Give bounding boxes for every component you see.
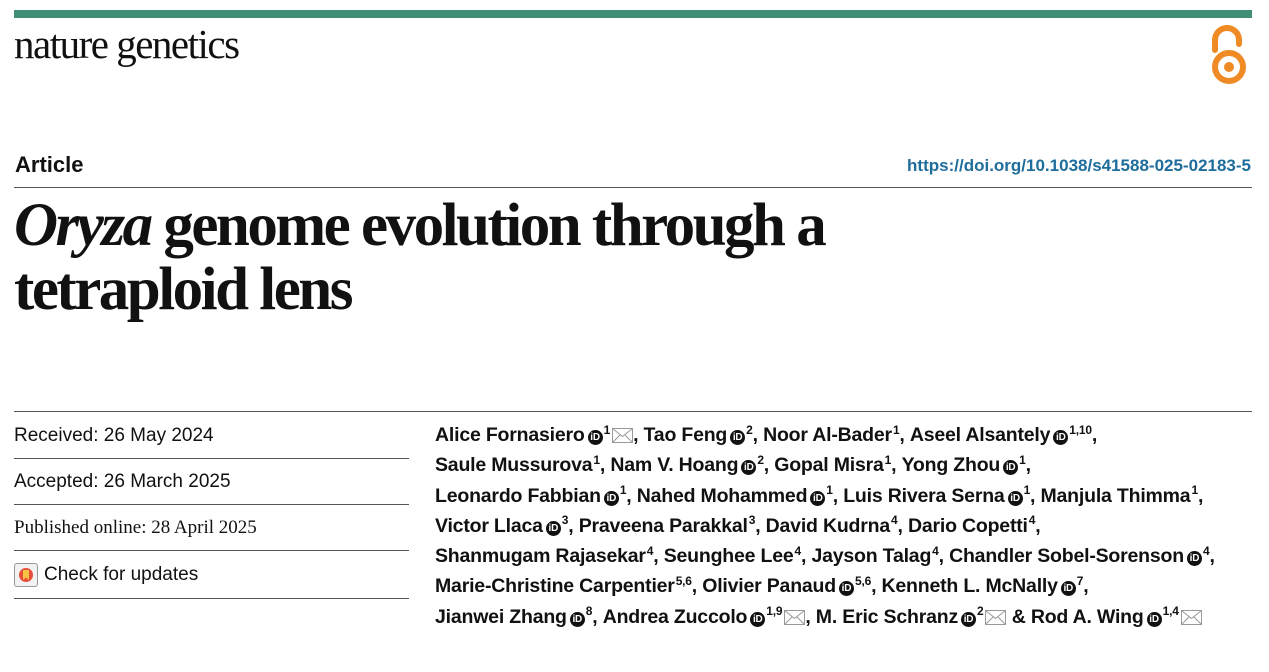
accepted-date: Accepted: 26 March 2025	[14, 459, 409, 505]
mail-icon[interactable]	[784, 610, 805, 625]
affiliation-number: 1	[1023, 483, 1031, 498]
check-for-updates-icon	[14, 563, 38, 587]
affiliation-number: 1	[826, 483, 833, 498]
affiliation-number: 4	[794, 543, 802, 558]
author-item	[774, 454, 901, 476]
orcid-icon[interactable]: iD	[1187, 551, 1202, 566]
author-name[interactable]: Dario Copetti	[907, 514, 1028, 537]
author-separator: ,	[763, 454, 775, 477]
author-name[interactable]: Saule Mussurova	[435, 454, 593, 477]
author-name[interactable]: Manjula Thimma	[1040, 484, 1191, 507]
author-separator: ,	[871, 575, 882, 598]
affiliation-number: 4	[891, 513, 898, 528]
author-name[interactable]: Nam V. Hoang	[610, 454, 739, 477]
orcid-icon[interactable]: iD	[1061, 581, 1076, 596]
affiliation-number: 4	[646, 543, 654, 558]
author-item	[843, 485, 1040, 507]
author-item	[702, 575, 881, 597]
author-name[interactable]: Shanmugam Rajasekar	[435, 545, 646, 568]
author-name[interactable]: David Kudrna	[765, 514, 891, 537]
author-separator: ,	[653, 545, 664, 568]
author-item	[435, 575, 702, 597]
author-item	[435, 545, 664, 567]
mail-icon[interactable]	[612, 428, 633, 443]
affiliation-number: 3	[748, 513, 756, 528]
author-separator: ,	[752, 424, 764, 446]
orcid-icon[interactable]: iD	[1147, 612, 1162, 627]
affiliation-number: 7	[1076, 573, 1084, 588]
check-for-updates-button[interactable]	[14, 551, 409, 599]
affiliation-number: 2	[977, 604, 984, 619]
title-line-2: tetraploid lens	[14, 256, 351, 323]
affiliation-number: 3	[561, 513, 569, 528]
author-item	[603, 606, 816, 628]
affiliation-number: 1	[884, 452, 892, 467]
author-item	[435, 424, 644, 446]
author-separator: ,	[626, 484, 637, 507]
orcid-icon[interactable]: iD	[588, 430, 603, 445]
mail-icon[interactable]	[985, 610, 1006, 625]
author-item	[637, 485, 843, 507]
author-name[interactable]: Chandler Sobel-Sorenson	[949, 545, 1184, 568]
orcid-icon[interactable]: iD	[1003, 460, 1018, 475]
affiliation-number: 1	[619, 483, 627, 498]
author-item	[882, 575, 1089, 597]
title-italic-genus: Oryza	[14, 192, 151, 259]
author-name[interactable]: Alice Fornasiero	[435, 424, 585, 446]
mail-icon[interactable]	[1181, 610, 1202, 625]
affiliation-number: 8	[585, 604, 593, 619]
author-item	[435, 515, 579, 537]
author-separator: ,	[938, 545, 950, 568]
author-name[interactable]: Marie-Christine Carpentier	[435, 575, 675, 598]
author-separator: ,	[801, 545, 812, 568]
doi-link[interactable]: https://doi.org/10.1038/s41588-025-02183-5	[907, 156, 1251, 175]
affiliation-number: 4	[1028, 513, 1036, 528]
author-name[interactable]: Yong Zhou	[901, 454, 1001, 477]
author-separator: ,	[691, 575, 703, 598]
author-name[interactable]: Luis Rivera Serna	[843, 484, 1005, 507]
author-name[interactable]: Aseel Alsantely	[909, 424, 1051, 446]
affiliation-number: 1,9	[766, 604, 783, 619]
affiliation-number: 1	[1019, 452, 1026, 467]
author-name[interactable]: Praveena Parakkal	[578, 514, 748, 537]
author-item	[910, 424, 1097, 446]
top-accent-bar	[14, 10, 1252, 18]
affiliation-number: 1	[1191, 483, 1198, 498]
author-separator: &	[1006, 605, 1031, 628]
author-name[interactable]: Nahed Mohammed	[636, 484, 808, 507]
affiliation-number: 5,6	[675, 573, 692, 588]
affiliation-number: 4	[1202, 543, 1210, 558]
author-name[interactable]: Kenneth L. McNally	[881, 575, 1058, 598]
author-separator: ,	[1091, 424, 1098, 446]
author-name[interactable]: Tao Feng	[643, 424, 728, 446]
orcid-icon[interactable]: iD	[810, 491, 825, 506]
published-date: Published online: 28 April 2025	[14, 505, 409, 551]
author-item	[811, 545, 949, 567]
author-separator: ,	[891, 454, 902, 477]
orcid-icon[interactable]: iD	[1008, 491, 1023, 506]
affiliation-number: 1	[593, 452, 600, 467]
check-for-updates-label: Check for updates	[44, 563, 199, 585]
orcid-icon[interactable]: iD	[604, 491, 619, 506]
meta-divider	[14, 411, 1252, 412]
header-divider	[14, 187, 1252, 188]
affiliation-number: 1,4	[1162, 604, 1179, 619]
orcid-icon[interactable]: iD	[839, 581, 854, 596]
author-name[interactable]: Seunghee Lee	[663, 545, 794, 568]
author-separator: ,	[568, 514, 579, 537]
author-separator: ,	[832, 484, 844, 507]
affiliation-number: 1	[892, 422, 900, 437]
author-item	[766, 515, 908, 537]
author-item	[435, 454, 610, 476]
author-item	[664, 545, 812, 567]
affiliation-number: 1	[603, 422, 611, 437]
author-name[interactable]: Victor Llaca	[435, 514, 543, 537]
affiliation-number: 4	[932, 543, 939, 558]
orcid-icon[interactable]: iD	[1053, 430, 1068, 445]
author-separator: ,	[1030, 484, 1041, 507]
author-separator: ,	[599, 454, 611, 477]
orcid-icon[interactable]: iD	[961, 612, 976, 627]
author-separator: ,	[897, 514, 908, 537]
author-item	[902, 454, 1031, 476]
author-separator: ,	[1083, 575, 1089, 598]
author-item	[908, 515, 1041, 537]
author-name[interactable]: Olivier Panaud	[702, 575, 836, 598]
author-name[interactable]: Leonardo Fabbian	[435, 484, 601, 507]
author-separator: ,	[1025, 454, 1031, 477]
author-separator: ,	[805, 605, 816, 628]
author-name[interactable]: Andrea Zuccolo	[602, 605, 748, 628]
author-separator: ,	[1197, 484, 1204, 507]
received-date: Received: 26 May 2024	[14, 413, 409, 459]
author-separator: ,	[1209, 545, 1215, 568]
author-separator: ,	[633, 424, 644, 446]
author-list	[435, 420, 1225, 632]
affiliation-number: 1,10	[1069, 422, 1092, 437]
author-separator: ,	[899, 424, 910, 446]
author-name[interactable]: Jayson Talag	[811, 545, 932, 568]
orcid-icon[interactable]: iD	[730, 430, 745, 445]
author-item	[816, 606, 1031, 628]
affiliation-number: 2	[757, 452, 764, 467]
author-separator: ,	[592, 605, 603, 628]
author-separator: ,	[1035, 514, 1041, 537]
author-item	[763, 424, 910, 446]
author-separator: ,	[755, 514, 766, 537]
author-name[interactable]: Gopal Misra	[774, 454, 884, 477]
orcid-icon[interactable]: iD	[570, 612, 585, 627]
author-name[interactable]: Jianwei Zhang	[435, 605, 567, 628]
title-line-1: genome evolution through a	[150, 192, 825, 259]
orcid-icon[interactable]: iD	[741, 460, 756, 475]
affiliation-number: 5,6	[854, 573, 872, 588]
author-item	[579, 515, 766, 537]
journal-logo[interactable]: nature genetics	[14, 21, 239, 67]
author-item	[610, 454, 774, 476]
author-item	[435, 606, 603, 628]
affiliation-number: 2	[746, 422, 753, 437]
open-access-icon	[1207, 24, 1251, 86]
author-item	[1040, 485, 1203, 507]
article-title	[14, 194, 1214, 322]
article-history	[14, 413, 409, 599]
article-type-label: Article	[15, 152, 84, 177]
author-item	[644, 424, 764, 446]
author-item	[435, 485, 637, 507]
author-name[interactable]: Noor Al-Bader	[763, 424, 892, 446]
author-item	[1031, 606, 1202, 628]
author-item	[949, 545, 1215, 567]
orcid-icon[interactable]: iD	[750, 612, 765, 627]
author-name[interactable]: Rod A. Wing	[1030, 605, 1144, 628]
author-name[interactable]: M. Eric Schranz	[815, 605, 958, 628]
orcid-icon[interactable]: iD	[546, 521, 561, 536]
